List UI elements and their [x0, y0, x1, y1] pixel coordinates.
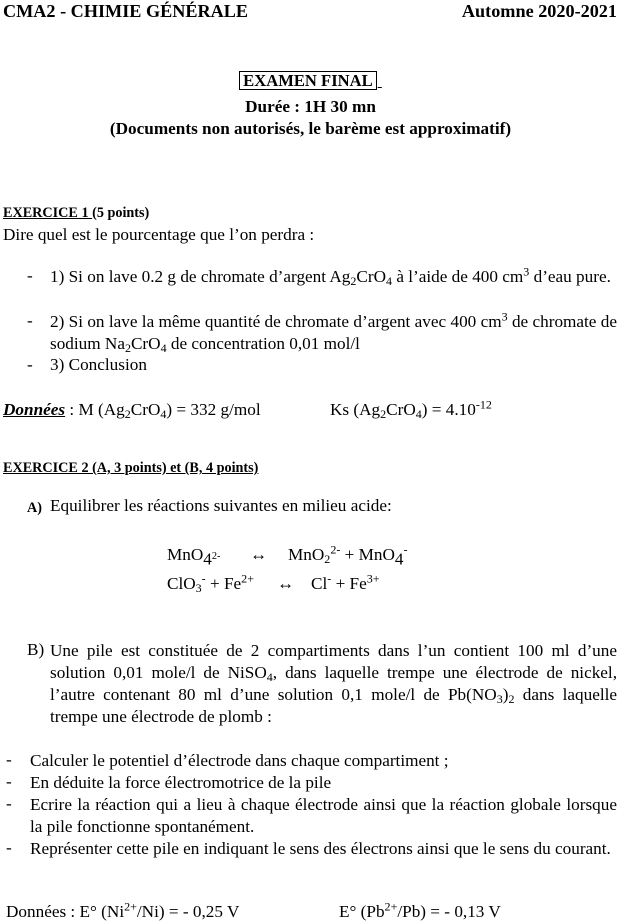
exercise1-item-1: 1) Si on lave 0.2 g de chromate d’argent $Ag_2CrO_4$ à l’aide de 400 $cm^3$ d’eau pure. — [50, 264, 611, 288]
exercise1-label: EXERCICE 1 — [3, 205, 93, 221]
partB-text: Une pile est constituée de 2 compartiments dans l’un contient 100 ml d’une solution 0,01 mole/l de NiSO$_4$, dans laquelle trempe une électrode de nickel, l’autre contenant 80 ml d’une solution 0,1 mole/l de $Pb(NO_3)_2$ dans laquelle trempe une électrode de plomb : — [50, 641, 618, 726]
exam-note: (Documents non autorisés, le barème est approximatif) — [109, 119, 512, 138]
reaction-1-left: MnO$_4^{2-}$ — [167, 545, 221, 569]
exercise2-data-pb: E° $(Pb^{2+}/Pb)$ = - 0,13 V — [339, 899, 501, 921]
reaction-arrow: ↔ — [250, 545, 268, 564]
list-dash: - — [6, 794, 12, 813]
exam-duration: Durée : 1H 30 mn — [245, 97, 376, 116]
exercise2-data-ni: Données : E° $(Ni^{2+}/Ni)$ = - 0,25 V — [6, 899, 240, 921]
list-dash: - — [27, 311, 33, 330]
data-label: Données — [3, 400, 66, 419]
exercise1-intro: Dire quel est le pourcentage que l’on perdra : — [3, 225, 315, 244]
exercise1-points: (5 points) — [92, 205, 150, 221]
exercise1-item-3: 3) Conclusion — [50, 355, 147, 374]
exercise2-heading: EXERCICE 2 (A, 3 points) et (B, 4 points) — [3, 460, 259, 476]
list-dash: - — [27, 355, 33, 374]
semester-label: Automne 2020-2021 — [461, 1, 617, 21]
task-3: Ecrire la réaction qui a lieu à chaque électrode ainsi que la réaction globale lorsque la pile fonctionne spontanément. — [30, 795, 617, 836]
task-1: Calculer le potentiel d’électrode dans chaque compartiment ; — [30, 751, 449, 770]
course-title: CMA2 - CHIMIE GÉNÉRALE — [3, 1, 249, 21]
list-dash: - — [6, 838, 12, 857]
exercise1-item-2: 2) Si on lave la même quantité de chromate d’argent avec 400 $cm^3$ de chromate de sodium $Na_2CrO_4$ de concentration 0,01 mol/l — [50, 309, 617, 355]
exercise1-data: Données : M $(Ag_2CrO_4) = 332$ g/mol — [3, 400, 261, 421]
reaction-1-right: MnO$_2^{2-}$ + MnO$_4$- — [288, 542, 408, 569]
reaction-arrow: ↔ — [277, 574, 295, 593]
task-2: En déduite la force électromotrice de la pile — [30, 773, 332, 792]
reaction-2-left: $ClO_3^- + Fe^{2+}$ — [167, 571, 254, 595]
list-dash: - — [27, 266, 33, 285]
partB-letter: B) — [27, 640, 45, 659]
list-dash: - — [6, 750, 12, 769]
partA-text: Equilibrer les réactions suivantes en milieu acide: — [50, 496, 392, 515]
reaction-2-right: $Cl^- + Fe^{3+}$ — [311, 571, 380, 593]
exam-title: EXAMEN FINAL — [239, 71, 377, 90]
exercise1-ks: Ks $(Ag_2CrO_4) = 4.10^{-12}$ — [330, 397, 492, 421]
task-4: Représenter cette pile en indiquant le sens des électrons ainsi que le sens du courant. — [30, 839, 611, 858]
list-dash: - — [6, 772, 12, 791]
exam-title-row — [0, 71, 621, 91]
partA-letter: A) — [27, 500, 42, 516]
exercise1-heading — [3, 205, 149, 222]
